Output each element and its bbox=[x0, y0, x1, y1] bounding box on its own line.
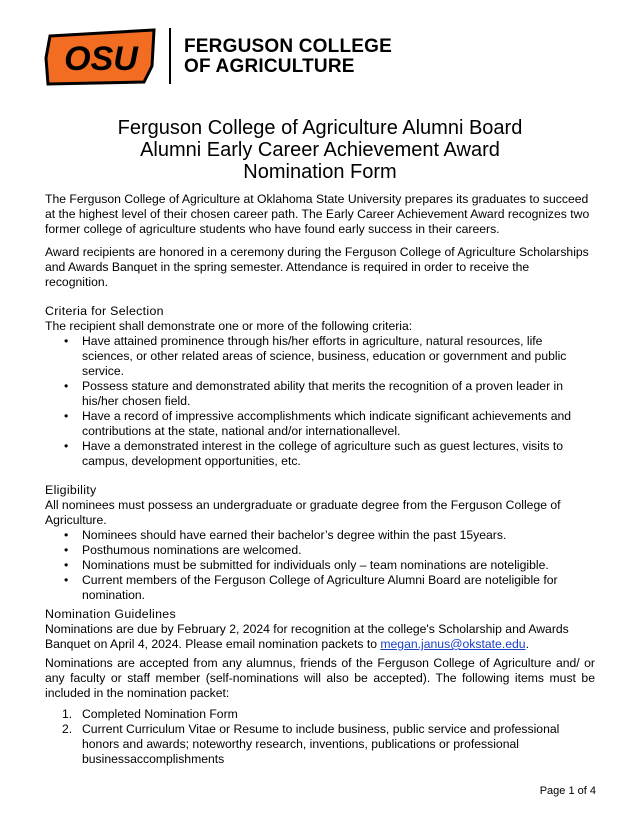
guidelines-paragraph-1 bbox=[45, 622, 595, 652]
title-line2: Alumni Early Career Achievement Award bbox=[140, 139, 500, 161]
osu-logo bbox=[44, 26, 159, 86]
guidelines-text: Nominations are due by February 2, 2024 for recognition at the college's Scholarship and Awards Banquet on April 4, 2024. Please email nomination packets to bbox=[45, 622, 569, 651]
packet-item bbox=[62, 722, 595, 767]
title-line3: Nomination Form bbox=[243, 161, 397, 183]
logo-text: OSU bbox=[64, 40, 138, 78]
header-divider bbox=[169, 28, 171, 84]
criteria-item: • Have a record of impressive accomplishments which indicate significant achievements and contributions at the state, national and/or internationallevel. bbox=[82, 409, 595, 439]
criteria-list bbox=[45, 334, 595, 469]
packet-item-text: Completed Nomination Form bbox=[82, 707, 238, 721]
page-number: Page 1 of 4 bbox=[539, 785, 596, 797]
college-name bbox=[184, 37, 392, 77]
intro-paragraph-2: Award recipients are honored in a ceremony during the Ferguson College of Agriculture Scholarships and Awards Banquet in the spring semester. Attendance is required in order to receive the recognition. bbox=[45, 245, 589, 289]
packet-item-number: 1. bbox=[62, 707, 73, 721]
eligibility-heading: Eligibility bbox=[45, 483, 97, 497]
college-name-line2: OF AGRICULTURE bbox=[184, 56, 355, 77]
title-line1: Ferguson College of Agriculture Alumni Board bbox=[117, 117, 523, 139]
intro-paragraph-1: The Ferguson College of Agriculture at Oklahoma State University prepares its graduates to succeed at the highest level of their chosen career path. The Early Career Achievement Award recognizes two former college of agriculture students who have found early success in their careers. bbox=[45, 192, 590, 236]
criteria-item: • Have attained prominence through his/her efforts in agriculture, natural resources, life sciences, or other related areas of science, business, education or government and public service. bbox=[82, 334, 595, 379]
packet-item bbox=[62, 707, 595, 722]
criteria-item: • Have a demonstrated interest in the college of agriculture such as guest lectures, visits to campus, development opportunities, etc. bbox=[82, 439, 595, 469]
email-link[interactable]: megan.janus@okstate.edu bbox=[380, 637, 526, 651]
form-title bbox=[0, 117, 640, 183]
document-body bbox=[45, 192, 595, 767]
guidelines-period: . bbox=[525, 637, 529, 651]
criteria-heading: Criteria for Selection bbox=[45, 304, 164, 318]
eligibility-item: • Current members of the Ferguson College of Agriculture Alumni Board are noteligible for nomination. bbox=[82, 573, 595, 603]
packet-item-text: Current Curriculum Vitae or Resume to include business, public service and professional honors and awards; noteworthy research, inventions, publications or professional businessaccomplishments bbox=[82, 722, 560, 766]
guidelines-heading: Nomination Guidelines bbox=[45, 607, 176, 621]
guidelines-paragraph-2: Nominations are accepted from any alumnus, friends of the Ferguson College of Agriculture and/ or any faculty or staff member (self-nominations will also be accepted). The following items must be included in the nomination packet: bbox=[45, 656, 595, 700]
criteria-item: • Possess stature and demonstrated ability that merits the recognition of a proven leader in his/her chosen field. bbox=[82, 379, 595, 409]
eligibility-lead: All nominees must possess an undergraduate or graduate degree from the Ferguson College of Agriculture. bbox=[45, 498, 561, 527]
criteria-lead: The recipient shall demonstrate one or more of the following criteria: bbox=[45, 319, 413, 333]
page-header bbox=[44, 26, 444, 86]
college-name-line1: FERGUSON COLLEGE bbox=[184, 36, 392, 57]
eligibility-item: • Nominations must be submitted for individuals only – team nominations are noteligible. bbox=[82, 558, 595, 573]
packet-item-number: 2. bbox=[62, 722, 73, 736]
eligibility-item: • Nominees should have earned their bachelor’s degree within the past 15years. bbox=[82, 528, 595, 543]
packet-items-list bbox=[45, 707, 595, 767]
eligibility-list bbox=[45, 528, 595, 603]
eligibility-item: • Posthumous nominations are welcomed. bbox=[82, 543, 595, 558]
